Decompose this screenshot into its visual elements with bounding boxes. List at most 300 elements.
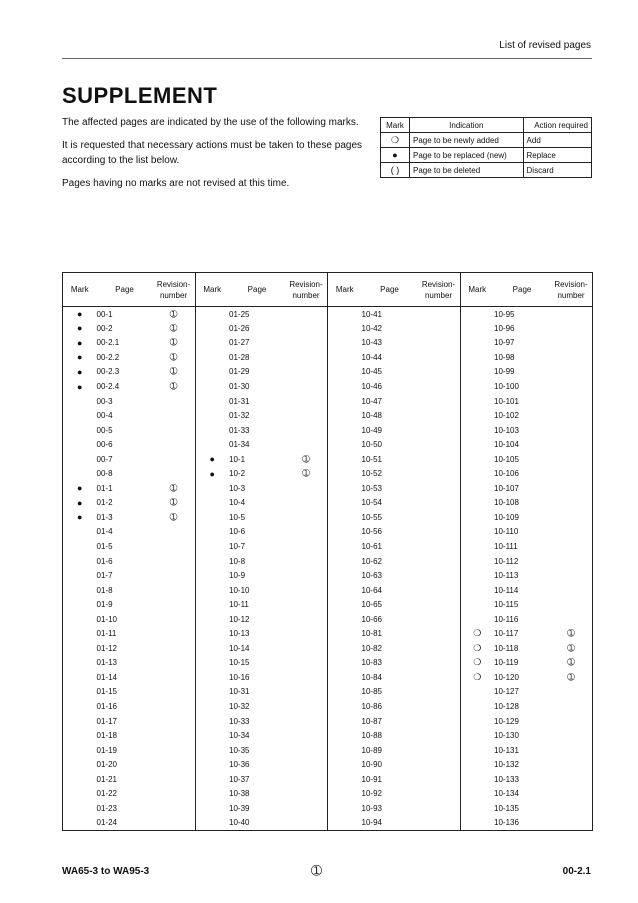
legend-indication: Page to be newly added <box>410 133 524 148</box>
revision-cell <box>550 757 593 772</box>
page-cell: 00-3 <box>96 396 113 406</box>
revision-cell <box>418 714 461 729</box>
revision-cell <box>550 525 593 540</box>
page-cell: 10-46 <box>361 382 382 391</box>
page-cell: 10-85 <box>361 687 382 697</box>
page-cell: 01-20 <box>96 760 117 770</box>
legend-header-mark: Mark <box>381 118 410 133</box>
header-revision: Revision- number <box>153 273 196 307</box>
revision-cell <box>418 336 461 351</box>
revision-cell <box>418 699 461 714</box>
mark-cell <box>328 307 362 322</box>
page-cell: 10-16 <box>229 672 250 682</box>
mark-cell <box>195 437 229 452</box>
mark-cell <box>63 612 97 627</box>
page-cell: 10-55 <box>361 512 382 522</box>
revision-cell <box>285 539 328 554</box>
page-cell: 10-115 <box>494 600 519 610</box>
mark-cell <box>195 670 229 685</box>
page-cell: 10-40 <box>229 818 250 828</box>
table-row <box>63 554 593 569</box>
mark-cell <box>195 379 229 394</box>
revision-cell <box>285 554 328 569</box>
page-cell: 10-91 <box>361 774 382 784</box>
table-row <box>63 714 593 729</box>
mark-cell <box>195 307 229 322</box>
revision-cell <box>285 627 328 642</box>
page-cell: 10-93 <box>361 803 382 813</box>
page-cell: 10-132 <box>494 760 519 770</box>
header-mark: Mark <box>63 273 97 307</box>
revision-cell <box>418 772 461 787</box>
mark-cell <box>63 539 97 554</box>
revision-cell <box>153 394 196 409</box>
mark-cell <box>63 423 97 438</box>
mark-cell <box>195 321 229 336</box>
revision-cell <box>285 699 328 714</box>
revision-cell <box>418 496 461 511</box>
mark-cell <box>460 539 494 554</box>
page-cell: 10-34 <box>229 731 250 741</box>
page-cell: 10-105 <box>494 454 519 464</box>
legend-mark: ❍ <box>381 133 410 148</box>
revision-cell <box>418 728 461 743</box>
page-cell: 10-113 <box>494 571 519 581</box>
revision-cell <box>550 321 593 336</box>
mark-cell <box>460 496 494 511</box>
revision-cell: ➀ <box>153 481 196 496</box>
page-cell: 10-116 <box>494 614 519 624</box>
mark-cell <box>195 539 229 554</box>
page-cell: 10-35 <box>229 745 250 755</box>
mark-cell <box>63 685 97 700</box>
marks-legend-table <box>380 117 592 178</box>
revision-cell <box>285 728 328 743</box>
page-cell: 10-66 <box>361 614 382 624</box>
mark-cell <box>460 467 494 482</box>
mark-cell <box>195 597 229 612</box>
mark-cell <box>460 350 494 365</box>
page-cell: 00-2.1 <box>96 338 120 348</box>
page-cell: 10-118 <box>494 643 519 653</box>
table-row <box>63 699 593 714</box>
mark-cell <box>63 728 97 743</box>
page-cell: 10-136 <box>494 818 519 828</box>
mark-cell <box>195 423 229 438</box>
table-row <box>63 481 593 496</box>
mark-cell <box>63 408 97 423</box>
page-cell: 10-43 <box>361 338 382 348</box>
running-header: List of revised pages <box>499 40 591 51</box>
page-cell: 10-13 <box>229 629 250 639</box>
revision-cell <box>418 481 461 496</box>
page-cell: 01-30 <box>229 382 250 391</box>
mark-cell: ● <box>77 337 83 348</box>
mark-cell <box>460 307 494 322</box>
page-cell: 01-15 <box>96 687 117 697</box>
revision-cell <box>550 699 593 714</box>
mark-cell <box>328 336 362 351</box>
page-cell: 10-51 <box>361 454 382 464</box>
mark-cell <box>460 612 494 627</box>
mark-cell <box>195 336 229 351</box>
revision-cell <box>418 321 461 336</box>
revision-cell <box>153 452 196 467</box>
page-cell: 10-112 <box>494 556 519 566</box>
table-row <box>63 321 593 336</box>
revision-cell: ➀ <box>153 336 196 351</box>
mark-cell <box>63 583 97 598</box>
page-cell: 01-5 <box>96 542 113 552</box>
revision-cell <box>550 437 593 452</box>
mark-cell <box>195 641 229 656</box>
mark-cell <box>328 496 362 511</box>
revision-cell <box>153 728 196 743</box>
table-row <box>63 539 593 554</box>
page-cell: 01-4 <box>96 527 113 537</box>
revision-cell <box>153 583 196 598</box>
mark-cell <box>195 627 229 642</box>
revision-cell <box>418 408 461 423</box>
mark-cell <box>195 365 229 380</box>
mark-cell <box>195 743 229 758</box>
mark-cell <box>460 408 494 423</box>
revision-cell <box>418 525 461 540</box>
table-row <box>63 670 593 685</box>
mark-cell <box>328 365 362 380</box>
legend-header-action: Action required <box>523 118 591 133</box>
mark-cell <box>460 714 494 729</box>
page-cell: 10-95 <box>494 309 515 319</box>
revision-cell <box>285 787 328 802</box>
page-cell: 10-9 <box>229 571 246 581</box>
mark-cell <box>460 685 494 700</box>
revision-cell <box>285 816 328 831</box>
mark-cell <box>460 583 494 598</box>
mark-cell: ● <box>77 323 83 334</box>
page-cell: 10-33 <box>229 716 250 726</box>
revision-cell <box>418 583 461 598</box>
mark-cell <box>63 816 97 831</box>
header-mark: Mark <box>195 273 229 307</box>
page-cell: 10-87 <box>361 716 382 726</box>
page-cell: 10-54 <box>361 498 382 508</box>
page-cell: 01-25 <box>229 309 250 319</box>
page-cell: 01-6 <box>96 556 113 566</box>
page-cell: 00-1 <box>96 309 113 319</box>
mark-cell <box>63 699 97 714</box>
mark-cell: ● <box>77 309 83 320</box>
revision-cell <box>153 656 196 671</box>
mark-cell <box>328 787 362 802</box>
header-revision: Revision- number <box>550 273 593 307</box>
mark-cell: ❍ <box>473 671 482 682</box>
mark-cell <box>328 772 362 787</box>
revision-cell <box>153 699 196 714</box>
revision-cell <box>418 816 461 831</box>
table-row <box>63 394 593 409</box>
revision-cell <box>418 554 461 569</box>
revision-cell <box>153 437 196 452</box>
page-cell: 01-24 <box>96 818 117 828</box>
page-cell: 01-9 <box>96 600 113 610</box>
page-cell: 00-7 <box>96 454 113 464</box>
revision-cell <box>153 554 196 569</box>
revision-cell <box>285 597 328 612</box>
table-row <box>63 801 593 816</box>
page-cell: 10-14 <box>229 643 250 653</box>
mark-cell: ❍ <box>473 642 482 653</box>
revision-cell <box>418 757 461 772</box>
page-cell: 01-13 <box>96 658 117 668</box>
page-cell: 10-92 <box>361 789 382 799</box>
page-cell: 01-7 <box>96 571 113 581</box>
revision-cell <box>285 321 328 336</box>
page-cell: 10-56 <box>361 527 382 537</box>
mark-cell <box>328 743 362 758</box>
revision-cell <box>418 612 461 627</box>
revision-cell <box>550 510 593 525</box>
revision-cell <box>285 307 328 322</box>
page-title: SUPPLEMENT <box>62 83 218 108</box>
legend-action: Add <box>523 133 591 148</box>
mark-cell <box>460 336 494 351</box>
page-cell: 10-63 <box>361 571 382 581</box>
mark-cell <box>63 757 97 772</box>
mark-cell <box>460 568 494 583</box>
revision-cell: ➀ <box>153 510 196 525</box>
revision-cell <box>285 510 328 525</box>
revision-cell <box>153 467 196 482</box>
mark-cell <box>460 728 494 743</box>
mark-cell: ● <box>77 366 83 377</box>
mark-cell <box>328 641 362 656</box>
page-cell: 10-50 <box>361 440 382 450</box>
mark-cell <box>195 583 229 598</box>
header-page: Page <box>97 273 153 307</box>
mark-cell <box>195 568 229 583</box>
page-cell: 10-8 <box>229 556 246 566</box>
page-cell: 10-39 <box>229 803 250 813</box>
revision-cell <box>550 612 593 627</box>
revision-cell <box>550 787 593 802</box>
mark-cell <box>460 743 494 758</box>
intro-paragraph: It is requested that necessary actions must be taken to these pages according to the list below. <box>62 140 362 166</box>
revision-cell <box>550 423 593 438</box>
page-cell: 01-28 <box>229 352 250 362</box>
page-cell: 10-41 <box>361 309 382 319</box>
page-cell: 10-114 <box>494 585 519 595</box>
header-revision: Revision- number <box>418 273 461 307</box>
header-mark: Mark <box>460 273 494 307</box>
mark-cell: ● <box>77 512 83 523</box>
page-cell: 01-18 <box>96 731 117 741</box>
revision-cell <box>418 423 461 438</box>
legend-indication: Page to be deleted <box>410 163 524 178</box>
page-cell: 10-2 <box>229 469 246 479</box>
mark-cell <box>195 554 229 569</box>
revision-cell <box>550 568 593 583</box>
page-cell: 10-96 <box>494 323 515 333</box>
page-cell: 00-6 <box>96 440 113 450</box>
table-row <box>63 336 593 351</box>
header-page: Page <box>494 273 550 307</box>
revision-cell <box>153 772 196 787</box>
intro-text <box>62 115 362 199</box>
revision-cell <box>550 554 593 569</box>
revision-cell <box>285 496 328 511</box>
table-row <box>63 379 593 394</box>
revision-cell: ➀ <box>153 496 196 511</box>
mark-cell <box>195 714 229 729</box>
mark-cell <box>460 321 494 336</box>
revision-cell <box>153 597 196 612</box>
revision-cell: ➀ <box>153 379 196 394</box>
mark-cell <box>328 656 362 671</box>
mark-cell <box>63 452 97 467</box>
page-cell: 01-22 <box>96 789 117 799</box>
mark-cell <box>328 801 362 816</box>
mark-cell: ● <box>77 483 83 494</box>
revision-cell <box>285 772 328 787</box>
revision-cell <box>418 437 461 452</box>
table-row <box>63 627 593 642</box>
revision-cell <box>153 670 196 685</box>
mark-cell <box>195 699 229 714</box>
table-row <box>63 787 593 802</box>
page-cell: 01-26 <box>229 323 250 333</box>
mark-cell <box>328 321 362 336</box>
revision-cell: ➀ <box>567 628 575 639</box>
revision-cell <box>153 641 196 656</box>
revision-cell <box>550 350 593 365</box>
revision-cell <box>418 568 461 583</box>
page-cell: 01-27 <box>229 338 250 348</box>
page-cell: 10-52 <box>361 469 382 479</box>
mark-cell <box>195 510 229 525</box>
page-cell: 01-16 <box>96 702 117 712</box>
revision-cell: ➀ <box>153 365 196 380</box>
legend-mark: ( ) <box>381 163 410 178</box>
revision-cell <box>418 656 461 671</box>
revision-cell <box>418 801 461 816</box>
table-row <box>63 583 593 598</box>
revision-cell <box>418 452 461 467</box>
mark-cell <box>63 787 97 802</box>
mark-cell <box>195 685 229 700</box>
revision-cell: ➀ <box>567 671 575 682</box>
mark-cell <box>460 816 494 831</box>
mark-cell <box>63 656 97 671</box>
table-row <box>63 772 593 787</box>
page-cell: 01-21 <box>96 774 117 784</box>
revision-cell <box>285 336 328 351</box>
revision-cell <box>153 743 196 758</box>
page-cell: 01-1 <box>96 483 113 493</box>
mark-cell <box>328 452 362 467</box>
mark-cell <box>460 597 494 612</box>
table-header-row <box>63 273 593 307</box>
page-cell: 10-110 <box>494 527 519 537</box>
legend-indication: Page to be replaced (new) <box>410 148 524 163</box>
revision-cell <box>418 307 461 322</box>
revision-cell <box>550 714 593 729</box>
mark-cell <box>328 525 362 540</box>
mark-cell <box>328 728 362 743</box>
mark-cell <box>328 554 362 569</box>
table-row <box>63 467 593 482</box>
table-row <box>63 365 593 380</box>
mark-cell <box>63 394 97 409</box>
table-row <box>63 757 593 772</box>
mark-cell <box>328 437 362 452</box>
page-cell: 10-94 <box>361 818 382 828</box>
revision-cell <box>153 801 196 816</box>
revision-cell <box>418 350 461 365</box>
page-cell: 10-103 <box>494 425 519 435</box>
page-cell: 10-86 <box>361 702 382 712</box>
mark-cell <box>328 685 362 700</box>
mark-cell <box>328 670 362 685</box>
mark-cell <box>328 816 362 831</box>
legend-action: Discard <box>523 163 591 178</box>
legend-row <box>381 133 592 148</box>
page-cell: 10-5 <box>229 512 246 522</box>
revision-cell <box>418 467 461 482</box>
page-cell: 10-47 <box>361 396 382 406</box>
revision-cell <box>418 394 461 409</box>
page-cell: 10-62 <box>361 556 382 566</box>
revision-cell <box>550 379 593 394</box>
table-row <box>63 641 593 656</box>
revision-cell <box>285 437 328 452</box>
revision-cell <box>418 627 461 642</box>
page-cell: 10-12 <box>229 614 250 624</box>
page-cell: 01-10 <box>96 614 117 624</box>
mark-cell <box>328 379 362 394</box>
mark-cell: ● <box>77 381 83 392</box>
revision-cell <box>153 568 196 583</box>
footer-revision-mark: ➀ <box>311 863 322 878</box>
table-row <box>63 525 593 540</box>
mark-cell <box>63 627 97 642</box>
revision-cell <box>153 685 196 700</box>
page-cell: 10-48 <box>361 411 382 421</box>
page-cell: 10-45 <box>361 367 382 377</box>
page-cell: 10-37 <box>229 774 250 784</box>
revision-cell <box>153 816 196 831</box>
revision-cell <box>285 379 328 394</box>
page-cell: 00-5 <box>96 425 113 435</box>
page-cell: 10-102 <box>494 411 519 421</box>
table-row <box>63 496 593 511</box>
page-cell: 10-135 <box>494 803 519 813</box>
legend-action: Replace <box>523 148 591 163</box>
page-cell: 01-19 <box>96 745 117 755</box>
mark-cell <box>328 583 362 598</box>
table-row <box>63 408 593 423</box>
header-revision: Revision- number <box>285 273 328 307</box>
revision-cell <box>550 685 593 700</box>
page-cell: 10-97 <box>494 338 515 348</box>
page-cell: 00-2.3 <box>96 367 120 377</box>
page-cell: 10-53 <box>361 483 382 493</box>
header-page: Page <box>229 273 285 307</box>
table-row <box>63 685 593 700</box>
revision-cell <box>285 801 328 816</box>
revision-cell <box>285 525 328 540</box>
page-cell: 10-88 <box>361 731 382 741</box>
